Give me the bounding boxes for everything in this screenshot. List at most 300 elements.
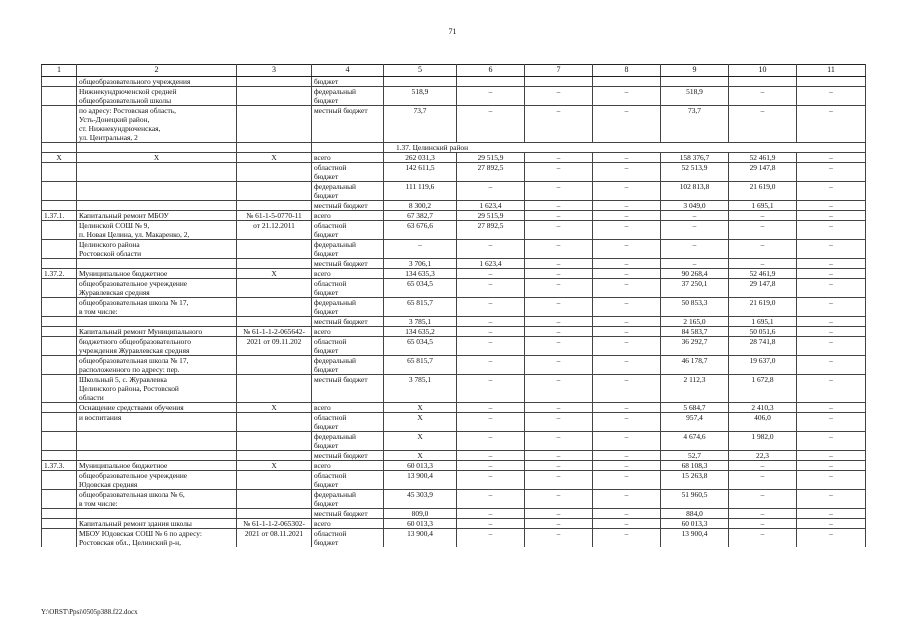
cell-col-11: – xyxy=(797,356,866,366)
cell-col-3: X xyxy=(237,403,312,413)
cell-col-2: Журавлевская средняя xyxy=(77,288,237,298)
cell-col-5: 67 382,7 xyxy=(384,211,457,221)
cell-col-6: – xyxy=(457,279,525,289)
header-col-4: 4 xyxy=(312,65,384,77)
cell-col-11: – xyxy=(797,451,866,461)
cell-col-7 xyxy=(525,191,593,201)
cell-col-6: 1 623,4 xyxy=(457,259,525,269)
cell-col-5: 65 815,7 xyxy=(384,298,457,308)
cell-col-9: 68 108,3 xyxy=(661,461,729,471)
cell-col-4: бюджет xyxy=(312,172,384,182)
cell-col-4: бюджет xyxy=(312,346,384,356)
header-col-2: 2 xyxy=(77,65,237,77)
cell-col-2: общеобразовательное учреждение xyxy=(77,471,237,481)
cell-col-10: 2 410,3 xyxy=(729,403,797,413)
cell-col-10: 29 147,8 xyxy=(729,279,797,289)
cell-col-11: – xyxy=(797,375,866,385)
cell-col-10 xyxy=(729,96,797,106)
cell-col-11 xyxy=(797,346,866,356)
cell-col-3 xyxy=(237,279,312,289)
cell-col-10 xyxy=(729,124,797,133)
cell-col-4: областной xyxy=(312,413,384,423)
cell-col-3 xyxy=(237,230,312,240)
cell-col-5 xyxy=(384,172,457,182)
cell-col-11 xyxy=(797,393,866,403)
table-row xyxy=(42,172,866,182)
cell-col-5 xyxy=(384,191,457,201)
cell-col-9: 52,7 xyxy=(661,451,729,461)
cell-col-7 xyxy=(525,115,593,124)
cell-col-4 xyxy=(312,393,384,403)
cell-col-10: 1 672,8 xyxy=(729,375,797,385)
cell-col-1 xyxy=(42,356,77,366)
cell-col-3 xyxy=(237,451,312,461)
cell-col-4 xyxy=(312,115,384,124)
cell-col-10 xyxy=(729,365,797,375)
cell-col-3 xyxy=(237,317,312,327)
cell-col-2: и воспитания xyxy=(77,413,237,423)
cell-col-11: – xyxy=(797,211,866,221)
cell-col-8 xyxy=(593,124,661,133)
cell-col-8: – xyxy=(593,317,661,327)
cell-col-11 xyxy=(797,191,866,201)
cell-col-10 xyxy=(729,499,797,509)
cell-col-11: – xyxy=(797,509,866,519)
cell-col-8: – xyxy=(593,432,661,442)
cell-col-11: – xyxy=(797,106,866,116)
cell-col-4: федеральный xyxy=(312,182,384,192)
cell-col-2: Капитальный ремонт здания школы xyxy=(77,519,237,529)
cell-col-4: бюджет xyxy=(312,480,384,490)
cell-col-6 xyxy=(457,77,525,87)
cell-col-4: бюджет xyxy=(312,365,384,375)
cell-col-4: местный бюджет xyxy=(312,317,384,327)
cell-col-8: – xyxy=(593,519,661,529)
cell-col-1: X xyxy=(42,153,77,163)
cell-col-1 xyxy=(42,115,77,124)
cell-col-11: – xyxy=(797,317,866,327)
cell-col-6 xyxy=(457,384,525,393)
cell-col-7 xyxy=(525,133,593,142)
cell-col-1 xyxy=(42,106,77,116)
cell-col-2: бюджетного общеобразовательного xyxy=(77,337,237,347)
cell-col-3 xyxy=(237,259,312,269)
district-title: 1.37. Целинский район xyxy=(384,143,866,153)
cell-col-9: 5 684,7 xyxy=(661,403,729,413)
cell-col-5 xyxy=(384,124,457,133)
cell-col-7 xyxy=(525,249,593,259)
cell-col-6: – xyxy=(457,432,525,442)
cell-col-9: 36 292,7 xyxy=(661,337,729,347)
cell-col-3 xyxy=(237,393,312,403)
cell-col-8: – xyxy=(593,461,661,471)
cell-col-3: № 61-1-1-2-065302- xyxy=(237,519,312,529)
district-empty-cell xyxy=(237,143,312,153)
cell-col-8 xyxy=(593,384,661,393)
cell-col-11: – xyxy=(797,269,866,279)
cell-col-9 xyxy=(661,191,729,201)
cell-col-6: – xyxy=(457,240,525,250)
cell-col-8 xyxy=(593,499,661,509)
cell-col-4 xyxy=(312,133,384,142)
table-row xyxy=(42,259,866,269)
cell-col-8: – xyxy=(593,106,661,116)
cell-col-9: 3 049,0 xyxy=(661,201,729,211)
cell-col-5: 65 034,5 xyxy=(384,337,457,347)
cell-col-10: 50 051,6 xyxy=(729,327,797,337)
cell-col-9: 2 112,3 xyxy=(661,375,729,385)
header-col-1: 1 xyxy=(42,65,77,77)
cell-col-11: – xyxy=(797,259,866,269)
cell-col-6: – xyxy=(457,461,525,471)
cell-col-10: – xyxy=(729,211,797,221)
cell-col-1 xyxy=(42,471,77,481)
cell-col-2: X xyxy=(77,153,237,163)
cell-col-4: бюджет xyxy=(312,441,384,451)
table-row xyxy=(42,337,866,347)
cell-col-7: – xyxy=(525,163,593,173)
cell-col-4: бюджет xyxy=(312,191,384,201)
table-row xyxy=(42,96,866,106)
cell-col-11 xyxy=(797,115,866,124)
cell-col-8 xyxy=(593,191,661,201)
cell-col-7: – xyxy=(525,529,593,539)
cell-col-2 xyxy=(77,259,237,269)
cell-col-10: 1 982,0 xyxy=(729,432,797,442)
cell-col-8 xyxy=(593,115,661,124)
cell-col-10 xyxy=(729,480,797,490)
cell-col-3: X xyxy=(237,153,312,163)
cell-col-9: 50 853,3 xyxy=(661,298,729,308)
cell-col-9: 15 263,8 xyxy=(661,471,729,481)
cell-col-6: – xyxy=(457,356,525,366)
cell-col-3: № 61-1-5-0770-11 xyxy=(237,211,312,221)
cell-col-2: расположенного по адресу: пер. xyxy=(77,365,237,375)
cell-col-3 xyxy=(237,509,312,519)
cell-col-3 xyxy=(237,77,312,87)
header-col-9: 9 xyxy=(661,65,729,77)
table-row xyxy=(42,519,866,529)
cell-col-6: – xyxy=(457,182,525,192)
cell-col-8 xyxy=(593,230,661,240)
cell-col-5: 518,9 xyxy=(384,87,457,97)
cell-col-1 xyxy=(42,182,77,192)
cell-col-10: – xyxy=(729,87,797,97)
cell-col-9: – xyxy=(661,211,729,221)
cell-col-5: 73,7 xyxy=(384,106,457,116)
cell-col-10: 1 695,1 xyxy=(729,201,797,211)
cell-col-7 xyxy=(525,384,593,393)
cell-col-3 xyxy=(237,191,312,201)
cell-col-1 xyxy=(42,201,77,211)
cell-col-4: местный бюджет xyxy=(312,451,384,461)
cell-col-11: – xyxy=(797,337,866,347)
cell-col-9: 84 583,7 xyxy=(661,327,729,337)
cell-col-1 xyxy=(42,375,77,385)
cell-col-2: Юдовская средняя xyxy=(77,480,237,490)
cell-col-8: – xyxy=(593,403,661,413)
cell-col-7: – xyxy=(525,461,593,471)
cell-col-9: – xyxy=(661,259,729,269)
cell-col-1 xyxy=(42,191,77,201)
cell-col-7 xyxy=(525,230,593,240)
cell-col-10 xyxy=(729,115,797,124)
cell-col-4: бюджет xyxy=(312,230,384,240)
cell-col-4: всего xyxy=(312,211,384,221)
cell-col-6 xyxy=(457,393,525,403)
cell-col-3: от 21.12.2011 xyxy=(237,221,312,231)
table-row xyxy=(42,133,866,142)
cell-col-9: – xyxy=(661,221,729,231)
cell-col-5 xyxy=(384,307,457,317)
cell-col-4: федеральный xyxy=(312,298,384,308)
cell-col-2: Капитальный ремонт Муниципального xyxy=(77,327,237,337)
table-row xyxy=(42,269,866,279)
cell-col-8: – xyxy=(593,529,661,539)
cell-col-2: Целинского района xyxy=(77,240,237,250)
cell-col-11: – xyxy=(797,221,866,231)
cell-col-3 xyxy=(237,365,312,375)
cell-col-3: 2021 от 08.11.2021 xyxy=(237,529,312,539)
cell-col-1 xyxy=(42,240,77,250)
cell-col-8 xyxy=(593,480,661,490)
cell-col-2 xyxy=(77,201,237,211)
cell-col-6: – xyxy=(457,471,525,481)
cell-col-8: – xyxy=(593,182,661,192)
cell-col-9: 957,4 xyxy=(661,413,729,423)
cell-col-3 xyxy=(237,172,312,182)
cell-col-7: – xyxy=(525,413,593,423)
cell-col-8 xyxy=(593,346,661,356)
page-number: 71 xyxy=(448,27,457,36)
header-col-3: 3 xyxy=(237,65,312,77)
cell-col-10 xyxy=(729,346,797,356)
header-col-7: 7 xyxy=(525,65,593,77)
cell-col-1 xyxy=(42,288,77,298)
cell-col-7: – xyxy=(525,240,593,250)
cell-col-5 xyxy=(384,499,457,509)
cell-col-8: – xyxy=(593,337,661,347)
cell-col-10: 52 461,9 xyxy=(729,269,797,279)
cell-col-2: в том числе: xyxy=(77,499,237,509)
cell-col-8 xyxy=(593,538,661,547)
cell-col-8: – xyxy=(593,221,661,231)
cell-col-11: – xyxy=(797,432,866,442)
cell-col-5 xyxy=(384,115,457,124)
cell-col-5: 60 013,3 xyxy=(384,519,457,529)
cell-col-2: Оснащение средствами обучения xyxy=(77,403,237,413)
cell-col-10 xyxy=(729,191,797,201)
cell-col-7: – xyxy=(525,201,593,211)
cell-col-7 xyxy=(525,480,593,490)
cell-col-5: 45 303,9 xyxy=(384,490,457,500)
cell-col-9 xyxy=(661,422,729,432)
cell-col-9: 52 513,9 xyxy=(661,163,729,173)
cell-col-4: бюджет xyxy=(312,307,384,317)
cell-col-10 xyxy=(729,538,797,547)
cell-col-8: – xyxy=(593,153,661,163)
cell-col-11: – xyxy=(797,529,866,539)
cell-col-7 xyxy=(525,77,593,87)
cell-col-8: – xyxy=(593,259,661,269)
cell-col-6 xyxy=(457,115,525,124)
cell-col-6: – xyxy=(457,106,525,116)
cell-col-5 xyxy=(384,77,457,87)
cell-col-3 xyxy=(237,87,312,97)
table-row xyxy=(42,346,866,356)
cell-col-11: – xyxy=(797,240,866,250)
cell-col-3 xyxy=(237,249,312,259)
cell-col-4: федеральный xyxy=(312,240,384,250)
cell-col-9: 60 013,3 xyxy=(661,519,729,529)
cell-col-7: – xyxy=(525,298,593,308)
cell-col-6: – xyxy=(457,327,525,337)
cell-col-10 xyxy=(729,441,797,451)
cell-col-8 xyxy=(593,422,661,432)
table-row xyxy=(42,288,866,298)
cell-col-2: общеобразовательного учреждения xyxy=(77,77,237,87)
cell-col-5: 65 034,5 xyxy=(384,279,457,289)
cell-col-1 xyxy=(42,230,77,240)
cell-col-5: X xyxy=(384,451,457,461)
cell-col-1 xyxy=(42,279,77,289)
cell-col-5: 134 635,2 xyxy=(384,327,457,337)
cell-col-4: бюджет xyxy=(312,249,384,259)
cell-col-5: – xyxy=(384,240,457,250)
table-row xyxy=(42,529,866,539)
cell-col-3 xyxy=(237,163,312,173)
cell-col-5: 134 635,3 xyxy=(384,269,457,279)
table-row xyxy=(42,201,866,211)
cell-col-2: Ростовской области xyxy=(77,249,237,259)
cell-col-11: – xyxy=(797,182,866,192)
cell-col-11 xyxy=(797,249,866,259)
cell-col-8: – xyxy=(593,375,661,385)
table-row xyxy=(42,375,866,385)
cell-col-7: – xyxy=(525,269,593,279)
cell-col-3 xyxy=(237,413,312,423)
cell-col-5 xyxy=(384,133,457,142)
cell-col-9 xyxy=(661,124,729,133)
cell-col-4: федеральный xyxy=(312,356,384,366)
cell-col-1 xyxy=(42,124,77,133)
cell-col-3: X xyxy=(237,269,312,279)
cell-col-7: – xyxy=(525,403,593,413)
table-row xyxy=(42,480,866,490)
cell-col-5 xyxy=(384,441,457,451)
cell-col-5: 60 013,3 xyxy=(384,461,457,471)
cell-col-10: 29 147,8 xyxy=(729,163,797,173)
header-col-11: 11 xyxy=(797,65,866,77)
cell-col-5: X xyxy=(384,403,457,413)
cell-col-7: – xyxy=(525,432,593,442)
cell-col-2 xyxy=(77,182,237,192)
cell-col-5 xyxy=(384,230,457,240)
cell-col-9 xyxy=(661,480,729,490)
cell-col-11 xyxy=(797,499,866,509)
cell-col-10 xyxy=(729,249,797,259)
cell-col-5 xyxy=(384,538,457,547)
cell-col-4 xyxy=(312,124,384,133)
cell-col-2: по адресу: Ростовская область, xyxy=(77,106,237,116)
cell-col-6 xyxy=(457,499,525,509)
cell-col-1 xyxy=(42,259,77,269)
cell-col-11 xyxy=(797,480,866,490)
cell-col-6: – xyxy=(457,403,525,413)
cell-col-7 xyxy=(525,393,593,403)
cell-col-8 xyxy=(593,77,661,87)
cell-col-4: всего xyxy=(312,403,384,413)
cell-col-6 xyxy=(457,307,525,317)
cell-col-7 xyxy=(525,422,593,432)
cell-col-7: – xyxy=(525,182,593,192)
cell-col-10 xyxy=(729,307,797,317)
cell-col-4: областной xyxy=(312,163,384,173)
cell-col-6: – xyxy=(457,269,525,279)
cell-col-9: 2 165,0 xyxy=(661,317,729,327)
cell-col-7: – xyxy=(525,221,593,231)
cell-col-7: – xyxy=(525,106,593,116)
cell-col-9 xyxy=(661,384,729,393)
cell-col-4: всего xyxy=(312,461,384,471)
cell-col-6 xyxy=(457,133,525,142)
cell-col-10: 1 695,1 xyxy=(729,317,797,327)
cell-col-4: бюджет xyxy=(312,422,384,432)
file-path-footer: Y:\ORST\Ppsi\0505p388.f22.docx xyxy=(41,608,138,616)
cell-col-10: – xyxy=(729,529,797,539)
cell-col-4: местный бюджет xyxy=(312,259,384,269)
table-row xyxy=(42,307,866,317)
cell-col-1 xyxy=(42,365,77,375)
cell-col-9 xyxy=(661,365,729,375)
cell-col-6: – xyxy=(457,317,525,327)
cell-col-3 xyxy=(237,375,312,385)
cell-col-9 xyxy=(661,230,729,240)
table-row xyxy=(42,393,866,403)
cell-col-2: общеобразовательной школы xyxy=(77,96,237,106)
cell-col-10 xyxy=(729,393,797,403)
table-row xyxy=(42,365,866,375)
cell-col-4: областной xyxy=(312,337,384,347)
cell-col-1 xyxy=(42,87,77,97)
cell-col-9 xyxy=(661,499,729,509)
table-row xyxy=(42,327,866,337)
cell-col-11 xyxy=(797,422,866,432)
cell-col-9 xyxy=(661,346,729,356)
cell-col-6: – xyxy=(457,337,525,347)
cell-col-11: – xyxy=(797,471,866,481)
cell-col-8 xyxy=(593,249,661,259)
cell-col-5: 65 815,7 xyxy=(384,356,457,366)
cell-col-6 xyxy=(457,538,525,547)
cell-col-11 xyxy=(797,133,866,142)
cell-col-6 xyxy=(457,288,525,298)
cell-col-7: – xyxy=(525,317,593,327)
cell-col-6: – xyxy=(457,375,525,385)
cell-col-9: 46 178,7 xyxy=(661,356,729,366)
cell-col-11 xyxy=(797,230,866,240)
table-row xyxy=(42,403,866,413)
cell-col-10: 22,3 xyxy=(729,451,797,461)
cell-col-2 xyxy=(77,172,237,182)
cell-col-1 xyxy=(42,221,77,231)
table-row xyxy=(42,115,866,124)
cell-col-4: бюджет xyxy=(312,288,384,298)
cell-col-2: Целинского района, Ростовской xyxy=(77,384,237,393)
cell-col-2 xyxy=(77,191,237,201)
cell-col-6: 27 892,5 xyxy=(457,163,525,173)
cell-col-5 xyxy=(384,365,457,375)
